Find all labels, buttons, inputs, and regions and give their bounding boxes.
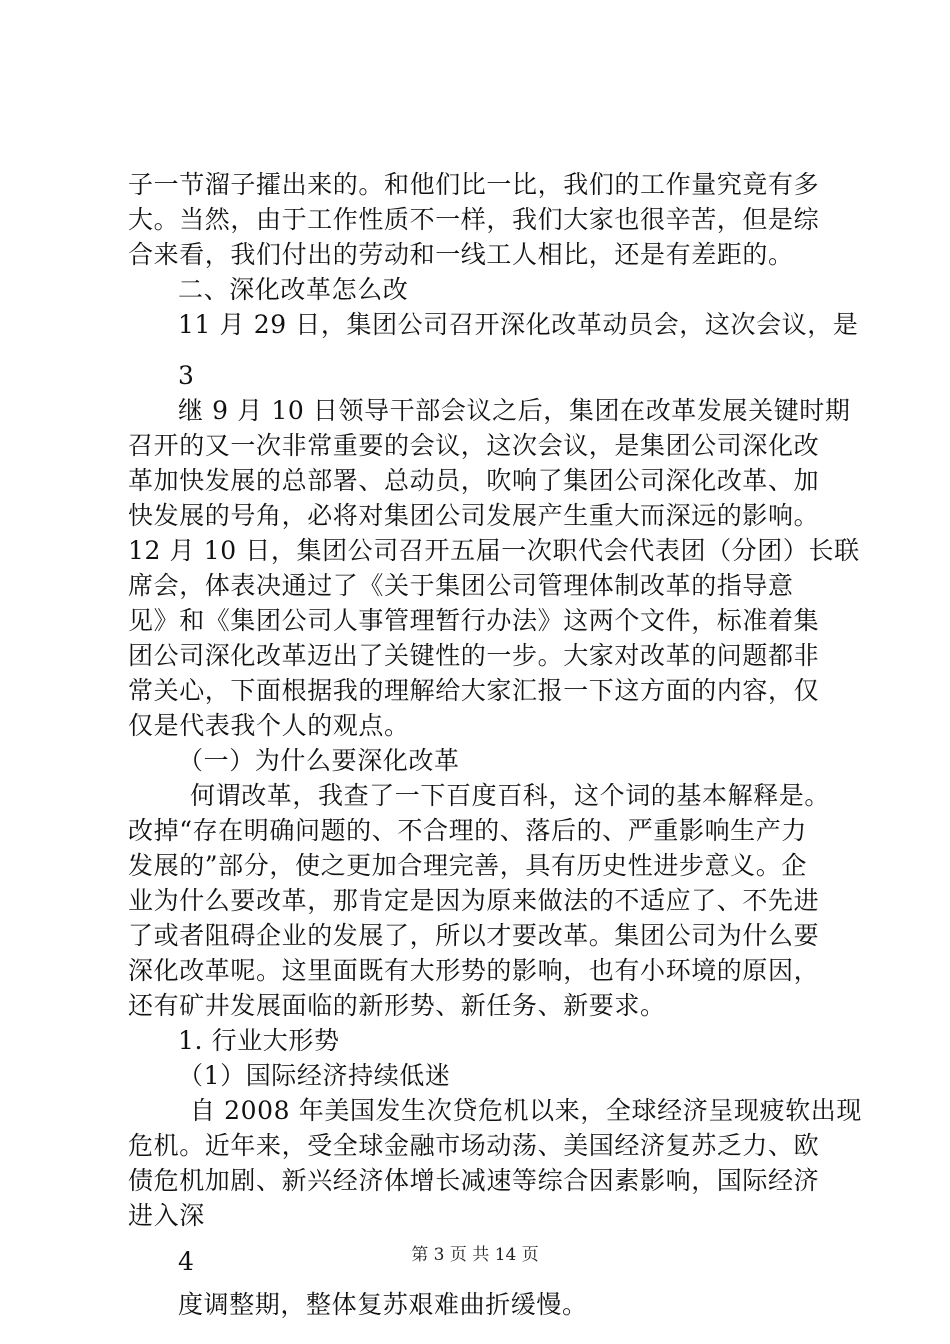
text-line: 发展的”部分，使之更加合理完善，具有历史性进步意义。企 [128,851,807,880]
subsection-heading: （1）国际经济持续低迷 [178,1061,451,1090]
text-line: 业为什么要改革，那肯定是因为原来做法的不适应了、不先进 [128,886,820,915]
subsection-heading: 1. 行业大形势 [178,1026,340,1055]
text-line: 子一节溜子攉出来的。和他们比一比，我们的工作量究竟有多 [128,170,820,199]
text-line: 改掉“存在明确问题的、不合理的、落后的、严重影响生产力 [128,816,807,845]
subsection-heading: （一）为什么要深化改革 [178,746,460,775]
page-marker: 3 [178,361,195,390]
text-line: 12 月 10 日，集团公司召开五届一次职代会代表团（分团）长联 [128,536,860,565]
text-line: 深化改革呢。这里面既有大形势的影响，也有小环境的原因， [128,956,820,985]
text-line: 常关心，下面根据我的理解给大家汇报一下这方面的内容，仅 [128,676,820,705]
page-marker: 4 [178,1247,195,1276]
text-line: 大。当然，由于工作性质不一样，我们大家也很辛苦，但是综 [128,205,820,234]
text-line: 团公司深化改革迈出了关键性的一步。大家对改革的问题都非 [128,641,820,670]
text-line: 度调整期，整体复苏艰难曲折缓慢。 [178,1290,588,1319]
text-line: 合来看，我们付出的劳动和一线工人相比，还是有差距的。 [128,240,794,269]
text-line: 还有矿井发展面临的新形势、新任务、新要求。 [128,991,666,1020]
text-line: 席会，体表决通过了《关于集团公司管理体制改革的指导意 [128,571,794,600]
text-line: 进入深 [128,1201,205,1230]
text-line: 快发展的号角，必将对集团公司发展产生重大而深远的影响。 [128,501,820,530]
text-line: 危机。近年来，受全球金融市场动荡、美国经济复苏乏力、欧 [128,1131,820,1160]
text-line: 革加快发展的总部署、总动员，吹响了集团公司深化改革、加 [128,466,820,495]
text-line: 何谓改革，我查了一下百度百科，这个词的基本解释是。 [190,781,831,810]
text-line: 召开的又一次非常重要的会议，这次会议，是集团公司深化改 [128,431,820,460]
page-number: 第 3 页 共 14 页 [411,1245,539,1265]
text-line: 了或者阻碍企业的发展了，所以才要改革。集团公司为什么要 [128,921,820,950]
text-line: 债危机加剧、新兴经济体增长减速等综合因素影响，国际经济 [128,1166,820,1195]
section-heading: 二、深化改革怎么改 [178,275,409,304]
text-line: 11 月 29 日，集团公司召开深化改革动员会，这次会议，是 [178,310,859,339]
text-line: 继 9 月 10 日领导干部会议之后，集团在改革发展关键时期 [178,396,851,425]
text-line: 自 2008 年美国发生次贷危机以来，全球经济呈现疲软出现 [190,1096,862,1125]
text-line: 见》和《集团公司人事管理暂行办法》这两个文件，标准着集 [128,606,820,635]
text-line: 仅是代表我个人的观点。 [128,711,410,740]
